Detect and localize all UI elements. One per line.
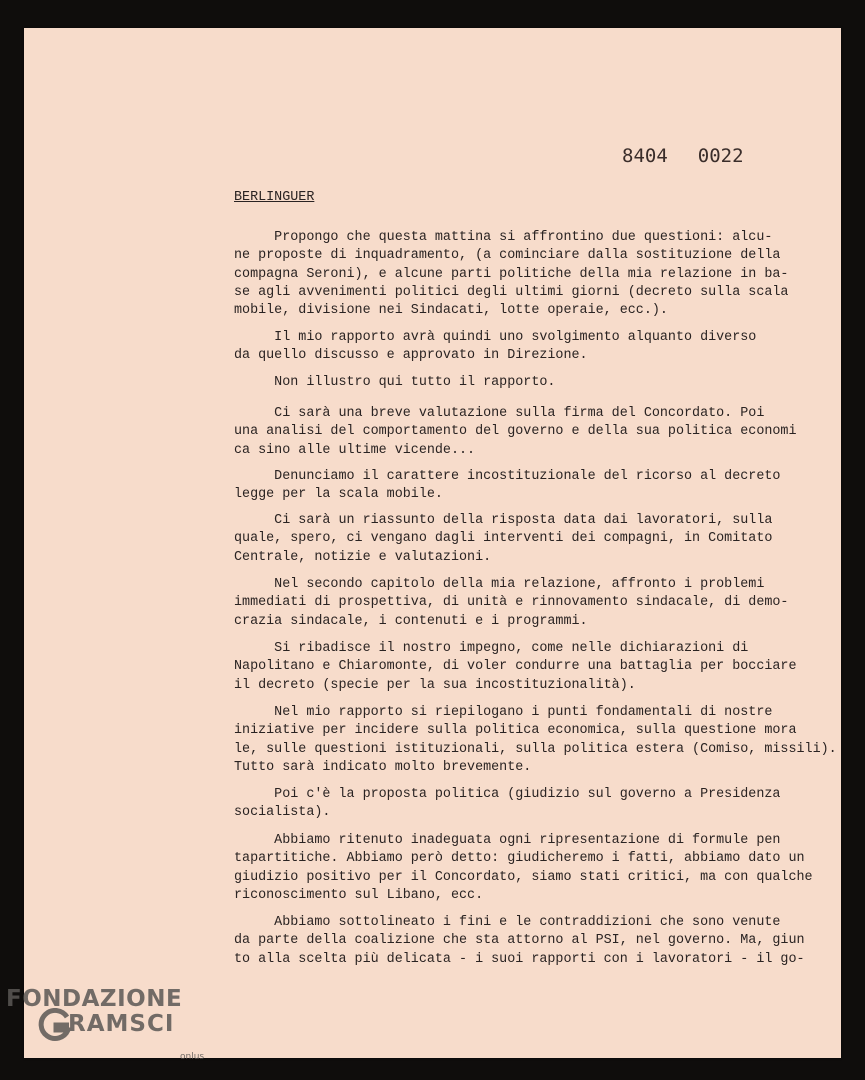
archive-number [622,145,744,167]
paragraph-line: Tutto sarà indicato molto brevemente. [234,759,532,775]
paragraph-line: Ci sarà una breve valutazione sulla firma del Concordato. Poi [234,406,765,421]
paragraph-line: riconoscimento sul Libano, ecc. [234,887,484,903]
paragraph [234,576,814,631]
paragraph-line: ca sino alle ultime vicende... [234,442,476,458]
paragraph-line: Il mio rapporto avrà quindi uno svolgimento alquanto diverso [234,330,757,345]
paragraph-line: to alla scelta più delicata - i suoi rapporti con i lavoratori - il go- [234,951,805,967]
watermark-line-1: FONDAZIONE [6,986,183,1012]
watermark-line-2: RAMSCI [68,1011,175,1037]
document-heading: BERLINGUER [234,190,315,205]
paragraph-line: Propongo che questa mattina si affrontino due questioni: alcu- [234,230,773,245]
paragraph [234,468,814,505]
paragraph-line: Nel mio rapporto si riepilogano i punti fondamentali di nostre [234,705,773,720]
paragraph [234,704,837,777]
paragraph-line: quale, spero, ci vengano dagli interventi dei compagni, in Comitato [234,531,773,547]
paragraph-line: tapartitiche. Abbiamo però detto: giudicheremo i fatti, abbiamo dato un [234,851,805,867]
archive-number-part-1: 8404 [622,145,668,167]
paragraph-line: Poi c'è la proposta politica (giudizio sul governo a Presidenza [234,787,781,802]
paragraph [234,640,814,695]
paragraph-line: da quello discusso e approvato in Direzione. [234,348,588,364]
paragraph [234,914,814,969]
paragraph-line: crazia sindacale, i contenuti e i programmi. [234,613,588,629]
paragraph-line: una analisi del comportamento del governo e della sua politica economi [234,424,797,440]
paragraph-line: Denunciamo il carattere incostituzionale del ricorso al decreto [234,469,781,484]
paragraph-line: compagna Seroni), e alcune parti politiche della mia relazione in ba- [234,266,789,282]
paragraph-line: socialista). [234,805,331,821]
paragraph-line: giudizio positivo per il Concordato, siamo stati critici, ma con qualche [234,869,813,885]
paragraph-line: legge per la scala mobile. [234,487,443,503]
paragraph [234,832,814,905]
paragraph [234,512,814,567]
paragraph-line: Abbiamo ritenuto inadeguata ogni ripresentazione di formule pen [234,833,781,848]
paragraph-line: Non illustro qui tutto il rapporto. [234,375,556,390]
paragraph-line: da parte della coalizione che sta attorno al PSI, nel governo. Ma, giun [234,933,805,949]
watermark-line-3: onlus [180,1052,205,1062]
paragraph [234,374,814,392]
paragraph-line: Napolitano e Chiaromonte, di voler condurre una battaglia per bocciare [234,659,797,675]
paragraph-line: Ci sarà un riassunto della risposta data dai lavoratori, sulla [234,513,773,528]
paragraph-line: Abbiamo sottolineato i fini e le contraddizioni che sono venute [234,915,781,930]
paragraph-line: iniziative per incidere sulla politica economica, sulla questione mora [234,723,797,739]
paragraph-line: se agli avvenimenti politici degli ultimi giorni (decreto sulla scala [234,284,789,300]
paragraph-line: Centrale, notizie e valutazioni. [234,549,492,565]
paragraph-line: mobile, divisione nei Sindacati, lotte operaie, ecc.). [234,303,668,319]
paragraph-line: il decreto (specie per la sua incostituzionalità). [234,677,636,693]
paragraph [234,786,814,823]
archive-number-part-2: 0022 [697,145,744,167]
paragraph-line: Nel secondo capitolo della mia relazione, affronto i problemi [234,577,765,592]
paragraph [234,329,814,366]
paragraph-line: immediati di prospettiva, di unità e rinnovamento sindacale, di demo- [234,595,789,611]
paragraph-line: le, sulle questioni istituzionali, sulla politica estera (Comiso, missili). [234,741,837,757]
paragraph [234,405,814,460]
paragraph [234,229,814,320]
fondazione-gramsci-watermark [6,986,226,1076]
paragraph-line: Si ribadisce il nostro impegno, come nelle dichiarazioni di [234,641,749,656]
gramsci-g-logo-icon [38,1008,72,1042]
paragraph-line: ne proposte di inquadramento, (a cominciare dalla sostituzione della [234,248,781,264]
